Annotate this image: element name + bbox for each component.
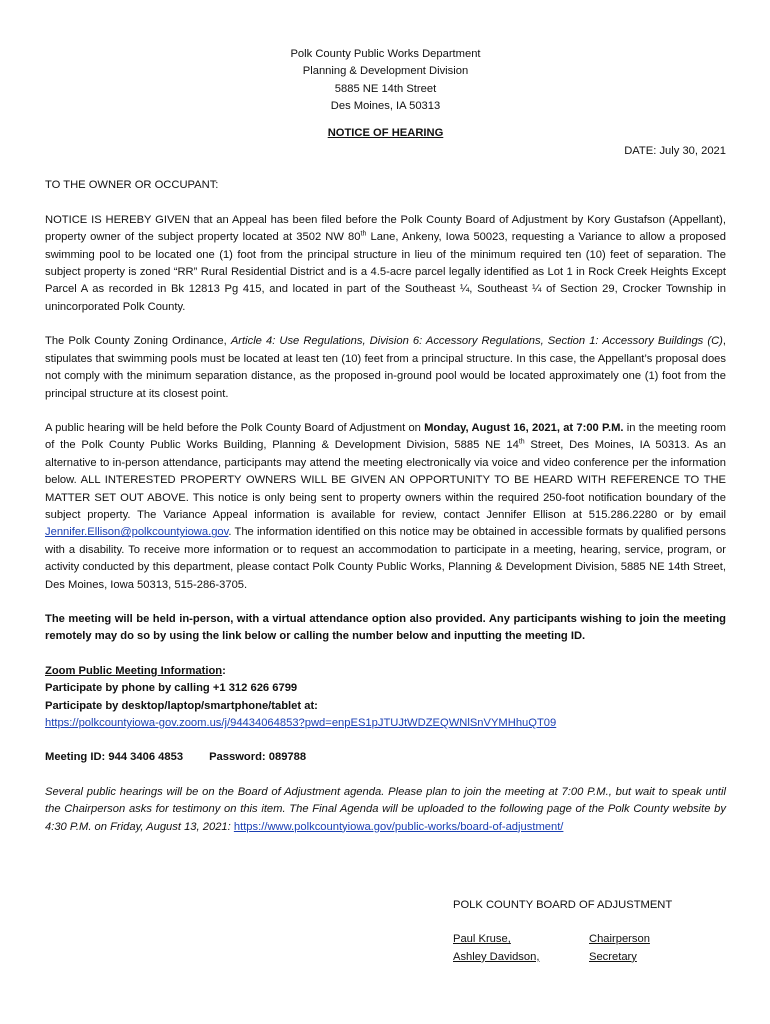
letterhead: [45, 46, 726, 116]
zoom-heading: Zoom Public Meeting Information: [45, 664, 223, 677]
signature-block: [453, 897, 713, 966]
paragraph-hearing-text-a: A public hearing will be held before the Polk County Board of Adjustment on: [45, 421, 425, 434]
ordinance-citation: Article 4: Use Regulations, Division 6: Accessory Regulations, Section 1: Accessory Buildings (C): [230, 335, 723, 348]
board-of-adjustment-link[interactable]: https://www.polkcountyiowa.gov/public-works/board-of-adjustment/: [233, 820, 564, 833]
division-name: Planning & Development Division: [302, 65, 469, 78]
meeting-id: Meeting ID: 944 3406 4853: [45, 751, 184, 764]
paragraph-hearing-text-b: in the meeting room of the Polk County Public Works Building, Planning & Development Division, 5885 NE 14: [45, 421, 726, 452]
zoom-desktop: Participate by desktop/laptop/smartphone/tablet at:: [45, 699, 318, 712]
member-role: Secretary: [589, 950, 637, 963]
hearing-datetime: Monday, August 16, 2021, at 7:00 P.M.: [424, 421, 624, 434]
paragraph-ordinance-text-b: , stipulates that swimming pools must be located at least ten (10) feet from a principal structure. In this case, the Appellant’s proposal does not comply with the minimum separation distance, as the proposed in-ground pool would be located approximately one (1) foot from the principal structure at its closest point.: [45, 335, 726, 400]
paragraph-hearing: [45, 420, 726, 594]
member-name: Paul Kruse,: [453, 933, 511, 946]
zoom-phone: Participate by phone by calling +1 312 626 6799: [45, 682, 298, 695]
salutation: TO THE OWNER OR OCCUPANT:: [45, 179, 219, 192]
paragraph-notice: [45, 212, 726, 316]
zoom-heading-colon: :: [222, 664, 226, 677]
zoom-info: [45, 663, 726, 733]
paragraph-ordinance: [45, 333, 726, 403]
ordinal-suffix: th: [518, 438, 525, 446]
signature-member-row: [453, 931, 713, 948]
signature-members: [453, 931, 713, 966]
signature-org: POLK COUNTY BOARD OF ADJUSTMENT: [453, 899, 673, 911]
street-address: 5885 NE 14th Street: [334, 82, 437, 95]
ordinal-suffix: th: [360, 230, 367, 238]
paragraph-hearing-text-d: . The information identified on this notice may be obtained in accessible formats by qualified persons with a disability. To receive more information or to request an accommodation to participate in a meeting, hearing, service, program, or activity conducted by this department, please contact Polk County Public Works, Planning & Development Division, 5885 NE 14th Street, Des Moines, Iowa 50313, 515-286-3705.: [45, 526, 726, 591]
paragraph-notice-text-a: NOTICE IS HEREBY GIVEN that an Appeal has been filed before the Polk County Board of Adjustment by Kory Gustafson (Appellant), property owner of the subject property located at 3502 NW 80: [45, 213, 726, 244]
zoom-meeting-link[interactable]: https://polkcountyiowa-gov.zoom.us/j/94434064853?pwd=enpES1pJTUJtWDZEQWNlSnVYMHhuQT09: [45, 717, 557, 729]
meeting-credentials: [45, 749, 726, 766]
signature-member-row: [453, 949, 713, 966]
meeting-password: Password: 089788: [209, 751, 307, 764]
paragraph-agenda-text: Several public hearings will be on the Board of Adjustment agenda. Please plan to join the meeting at 7:00 P.M., but wait to speak until the Chairperson asks for testimony on this item. The Final Agenda will be uploaded to the following page of the Polk County website by 4:30 P.M. on Friday, August 13, 2021:: [45, 785, 726, 833]
city-address: Des Moines, IA 50313: [330, 100, 441, 113]
paragraph-virtual-option: The meeting will be held in-person, with a virtual attendance option also provided. Any participants wishing to join the meeting remotely may do so by using the link below or calling the number below and inputting the meeting ID.: [45, 612, 726, 643]
notice-date: DATE: July 30, 2021: [624, 145, 726, 158]
zoom-url-row: [45, 715, 726, 732]
paragraph-notice-text-b: Lane, Ankeny, Iowa 50023, requesting a Variance to allow a proposed swimming pool to be located one (1) foot from the principal structure in lieu of the minimum required ten (10) feet of separation. The subject property is zoned “RR” Rural Residential District and is a 4.5-acre parcel legally identified as Lot 1 in Rock Creek Heights Except Parcel A as recorded in Bk 12813 Pg 415, and located in part of the Southeast ¼, Southeast ¼ of Section 29, Crocker Township in unincorporated Polk County.: [45, 231, 727, 313]
member-name: Ashley Davidson,: [453, 950, 540, 963]
zoom-heading-row: [45, 663, 726, 680]
department-name: Polk County Public Works Department: [290, 48, 481, 60]
paragraph-agenda: [45, 784, 726, 836]
notice-title: NOTICE OF HEARING: [327, 126, 444, 139]
notice-body: [45, 46, 726, 836]
contact-email-link[interactable]: Jennifer.Ellison@polkcountyiowa.gov: [45, 526, 229, 539]
paragraph-ordinance-text-a: The Polk County Zoning Ordinance,: [45, 335, 231, 348]
member-role: Chairperson: [589, 933, 650, 946]
paragraph-hearing-text-c: Street, Des Moines, IA 50313. As an alternative to in-person attendance, participants may attend the meeting electronically via voice and video conference per the information below. ALL INTERESTED PROPERTY OWNERS WILL BE GIVEN AN OPPORTUNITY TO BE HEARD WITH REFERENCE TO THE MATTER SET OUT ABOVE. This notice is only being sent to property owners within the required 250-foot notification boundary of the subject property. The Variance Appeal information is available for review, contact Jennifer Ellison at 515.286.2280 or by email: [45, 439, 726, 521]
